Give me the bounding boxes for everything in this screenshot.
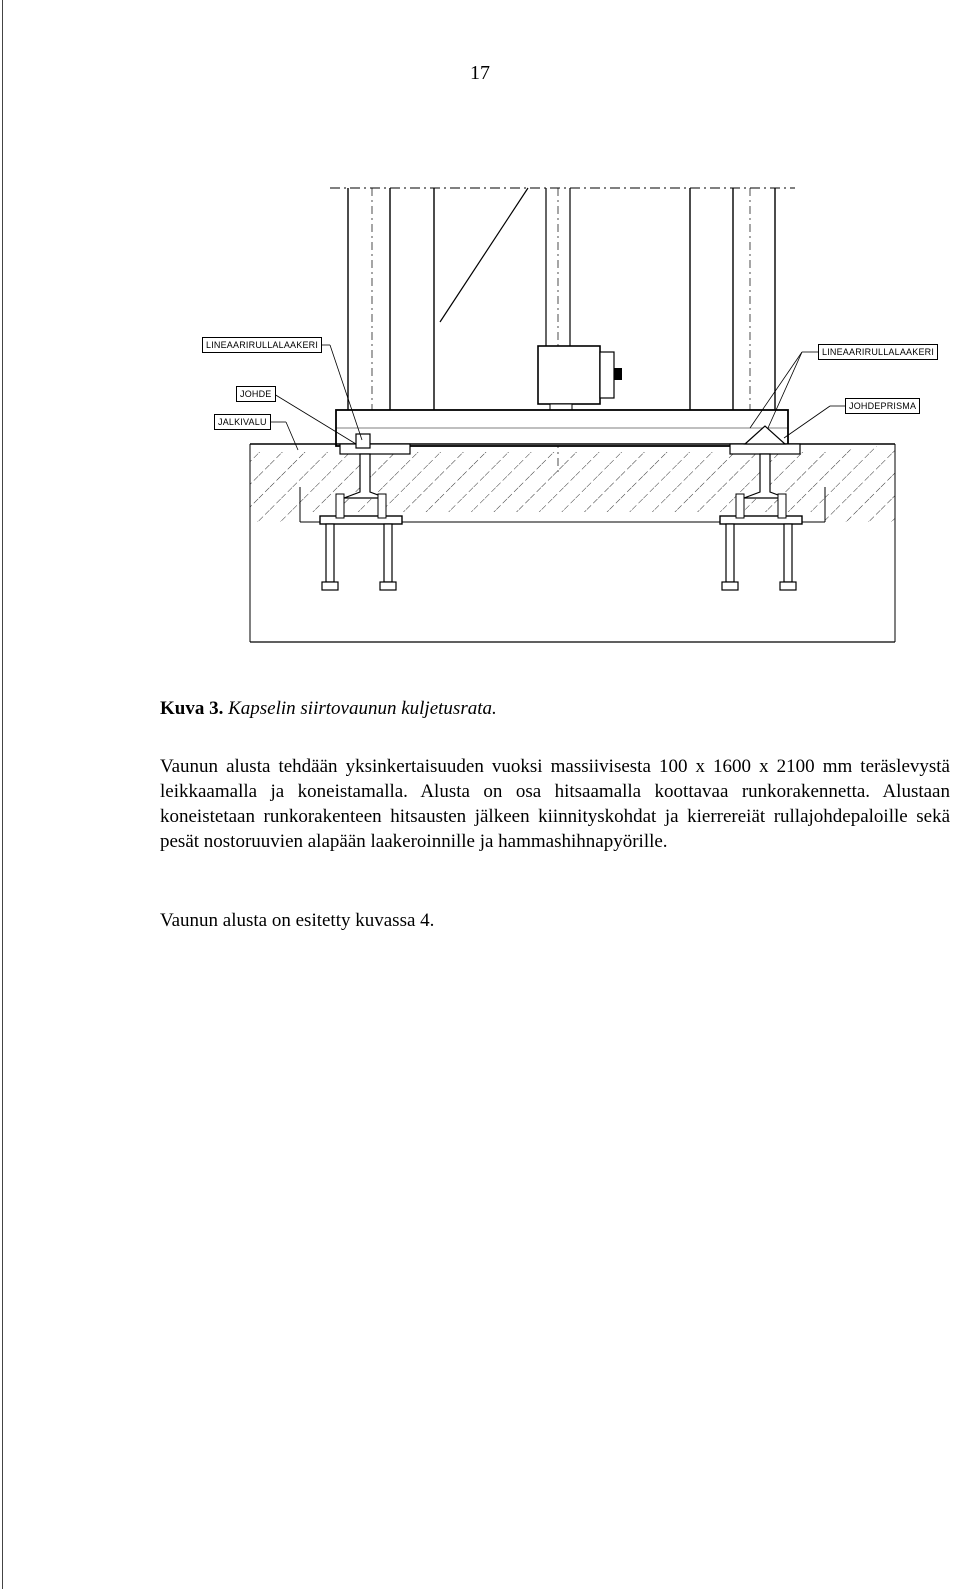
drawing-svg	[190, 182, 945, 652]
figure-caption	[160, 698, 497, 720]
paragraph-2: Vaunun alusta on esitetty kuvassa 4.	[160, 910, 435, 931]
label-right-prism: JOHDEPRISMA	[845, 398, 920, 414]
label-left-base: JALKIVALU	[214, 414, 271, 430]
technical-drawing	[190, 182, 945, 652]
caption-text: Kapselin siirtovaunun kuljetusrata.	[228, 698, 497, 719]
page-number: 17	[470, 62, 490, 84]
label-right-bearing: LINEAARIRULLALAAKERI	[818, 344, 938, 360]
paragraph-1: Vaunun alusta tehdään yksinkertaisuuden vuoksi massiivisesta 100 x 1600 x 2100 mm teräslevystä leikkaamalla ja koneistamalla. Alusta on osa hitsaamalla koottavaa runkorakennetta. Alustaan koneistetaan runkorakenteen hitsausten jälkeen kiinnityskohdat ja kierrereiät rullajohdepaloille sekä pesät nostoruuvien alapään laakeroinnille ja hammashihnapyörille.	[160, 756, 950, 852]
left-margin-line	[2, 0, 3, 1589]
caption-label: Kuva 3.	[160, 698, 224, 719]
label-left-rail: JOHDE	[236, 386, 276, 402]
label-left-bearing: LINEAARIRULLALAAKERI	[202, 337, 322, 353]
